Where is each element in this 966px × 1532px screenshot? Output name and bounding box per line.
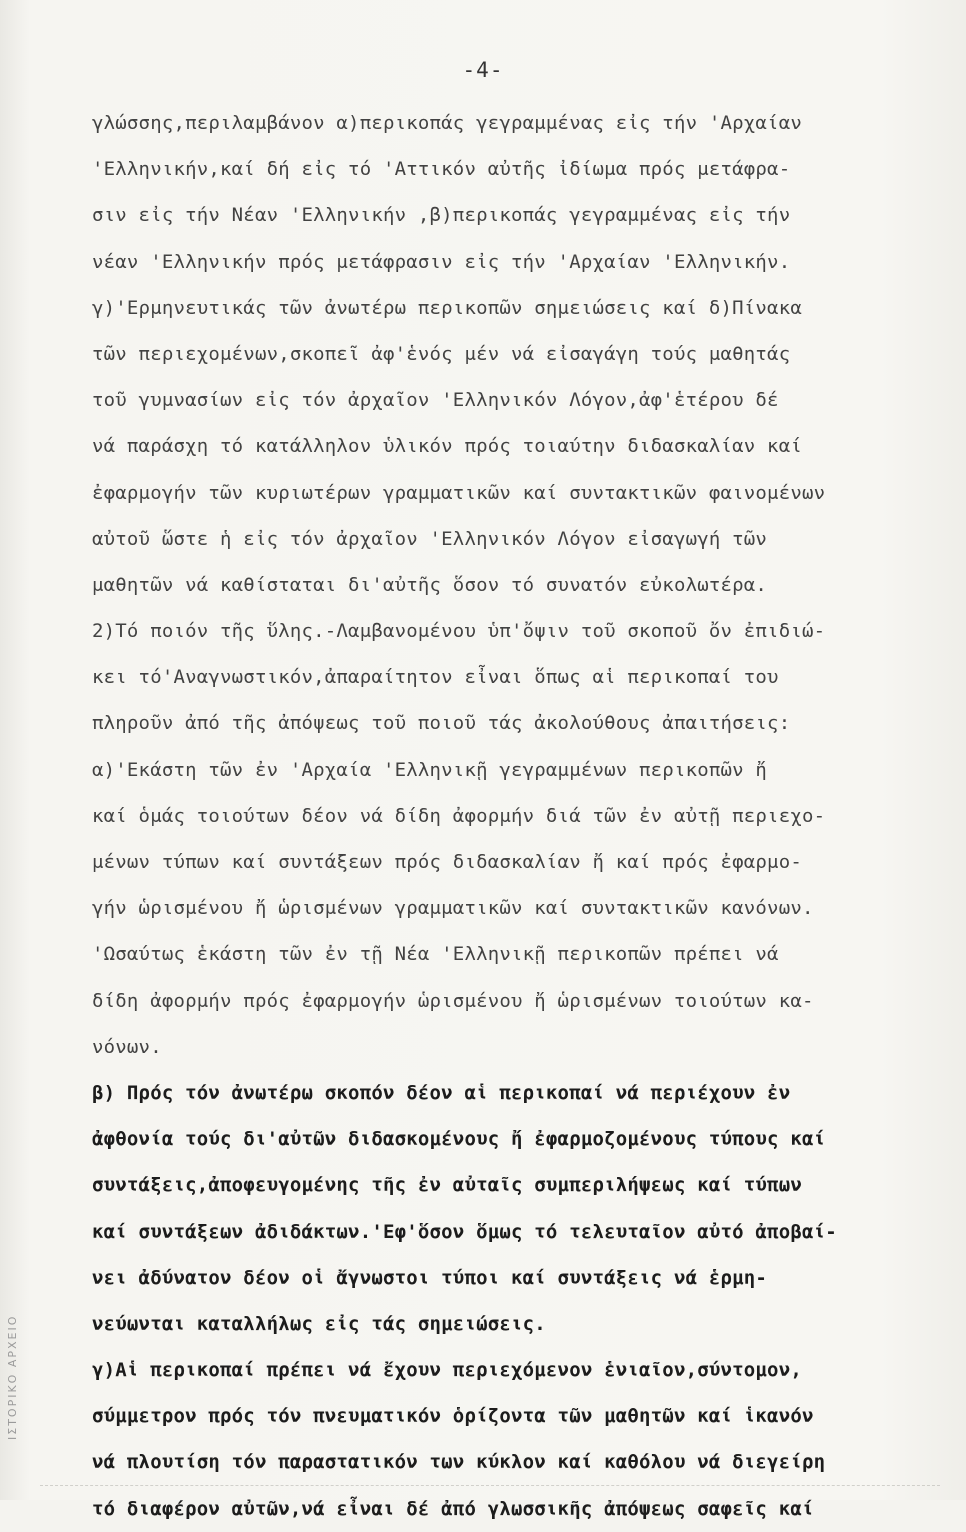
text-line: νει ἀδύνατον δέον οἱ ἄγνωστοι τύποι καί συντάξεις νά ἑρμη- [92,1266,768,1289]
page-number: -4- [462,58,504,82]
text-line: αὐτοῦ ὥστε ἡ εἰς τόν ἀρχαῖον 'Ελληνικόν Λόγον εἰσαγωγή τῶν [92,527,768,550]
text-line: σύμμετρον πρός τόν πνευματικόν ὁρίζοντα τῶν μαθητῶν καί ἱκανόν [92,1405,814,1428]
text-line: β) Πρός τόν ἀνωτέρω σκοπόν δέον αἱ περικοπαί νά περιέχουν ἐν [92,1081,791,1104]
text-line: γλώσσης,περιλαμβάνον α)περικοπάς γεγραμμένας εἰς τήν 'Αρχαίαν [92,112,802,134]
text-line: τό διαφέρον αὐτῶν,νά εἶναι δέ ἀπό γλωσσικῆς ἀπόψεως σαφεῖς καί [92,1497,814,1520]
text-line: μαθητῶν νά καθίσταται δι'αὐτῆς ὅσον τό συνατόν εὐκολωτέρα. [92,573,768,596]
archive-margin-stamp: ΙΣΤΟΡΙΚΟ ΑΡΧΕΙΟ [6,1314,19,1440]
text-line: κει τό'Αναγνωστικόν,ἀπαραίτητον εἶναι ὅπως αἱ περικοπαί του [92,666,779,689]
text-line: μένων τύπων καί συντάξεων πρός διδασκαλίαν ἤ καί πρός ἐφαρμο- [92,851,802,873]
text-line: συντάξεις,ἀποφευγομένης τῆς ἐν αὐταῖς συμπεριλήψεως καί τύπων [92,1174,802,1197]
text-line: καί ὁμάς τοιούτων δέον νά δίδη ἀφορμήν διά τῶν ἐν αὐτῇ περιεχο- [92,804,826,827]
text-line: γήν ὡρισμένου ἤ ὡρισμένων γραμματικῶν καί συντακτικῶν κανόνων. [92,897,814,920]
text-line: γ)Αἱ περικοπαί πρέπει νά ἔχουν περιεχόμενον ἑνιαῖον,σύντομον, [92,1359,802,1382]
text-line: δίδη ἀφορμήν πρός ἐφαρμογήν ὡρισμένου ἤ ὡρισμένων τοιούτων κα- [92,989,814,1012]
text-line: τῶν περιεχομένων,σκοπεῖ ἀφ'ἑνός μέν νά εἰσαγάγη τούς μαθητάς [92,342,791,365]
text-line: νά παράσχη τό κατάλληλον ὑλικόν πρός τοιαύτην διδασκαλίαν καί [92,435,802,458]
text-line: νέαν 'Ελληνικήν πρός μετάφρασιν εἰς τήν 'Αρχαίαν 'Ελληνικήν. [92,250,791,273]
text-line: νόνων. [92,1035,162,1058]
text-line: τοῦ γυμνασίων εἰς τόν ἀρχαῖον 'Ελληνικόν Λόγον,ἀφ'ἑτέρου δέ [92,389,779,412]
text-line: πληροῦν ἀπό τῆς ἀπόψεως τοῦ ποιοῦ τάς ἀκολούθους ἀπαιτήσεις: [92,712,791,735]
text-line: ἀφθονία τούς δι'αὐτῶν διδασκομένους ἤ ἐφαρμοζομένους τύπους καί [92,1128,826,1151]
text-line: ἐφαρμογήν τῶν κυριωτέρων γραμματικῶν καί συντακτικῶν φαινομένων [92,481,826,504]
text-line: νά πλουτίση τόν παραστατικόν των κύκλον καί καθόλου νά διεγείρη [92,1451,826,1474]
text-line: νεύωνται καταλλήλως εἰς τάς σημειώσεις. [92,1312,546,1335]
text-line: σιν εἰς τήν Νέαν 'Ελληνικήν ,β)περικοπάς γεγραμμένας εἰς τήν [92,204,791,227]
page-bottom-edge [40,1485,940,1500]
text-line: α)'Εκάστη τῶν ἐν 'Αρχαία 'Ελληνικῇ γεγραμμένων περικοπῶν ἤ [92,758,768,781]
text-line: καί συντάξεων ἀδιδάκτων.'Εφ'ὅσον ὅμως τό τελευταῖον αὐτό ἀποβαί- [92,1220,837,1243]
typed-text-body [92,100,942,1532]
text-line: 'Ωσαύτως ἑκάστη τῶν ἐν τῇ Νέα 'Ελληνικῇ περικοπῶν πρέπει νά [92,943,779,966]
text-line: γ)'Ερμηνευτικάς τῶν ἀνωτέρω περικοπῶν σημειώσεις καί δ)Πίνακα [92,296,802,319]
section-heading-line: 2)Τό ποιόν τῆς ὕλης.-Λαμβανομένου ὑπ'ὄψιν τοῦ σκοποῦ ὄν ἐπιδιώ- [92,620,826,643]
text-line: 'Ελληνικήν,καί δή εἰς τό 'Αττικόν αὐτῆς ἰδίωμα πρός μετάφρα- [92,158,791,181]
